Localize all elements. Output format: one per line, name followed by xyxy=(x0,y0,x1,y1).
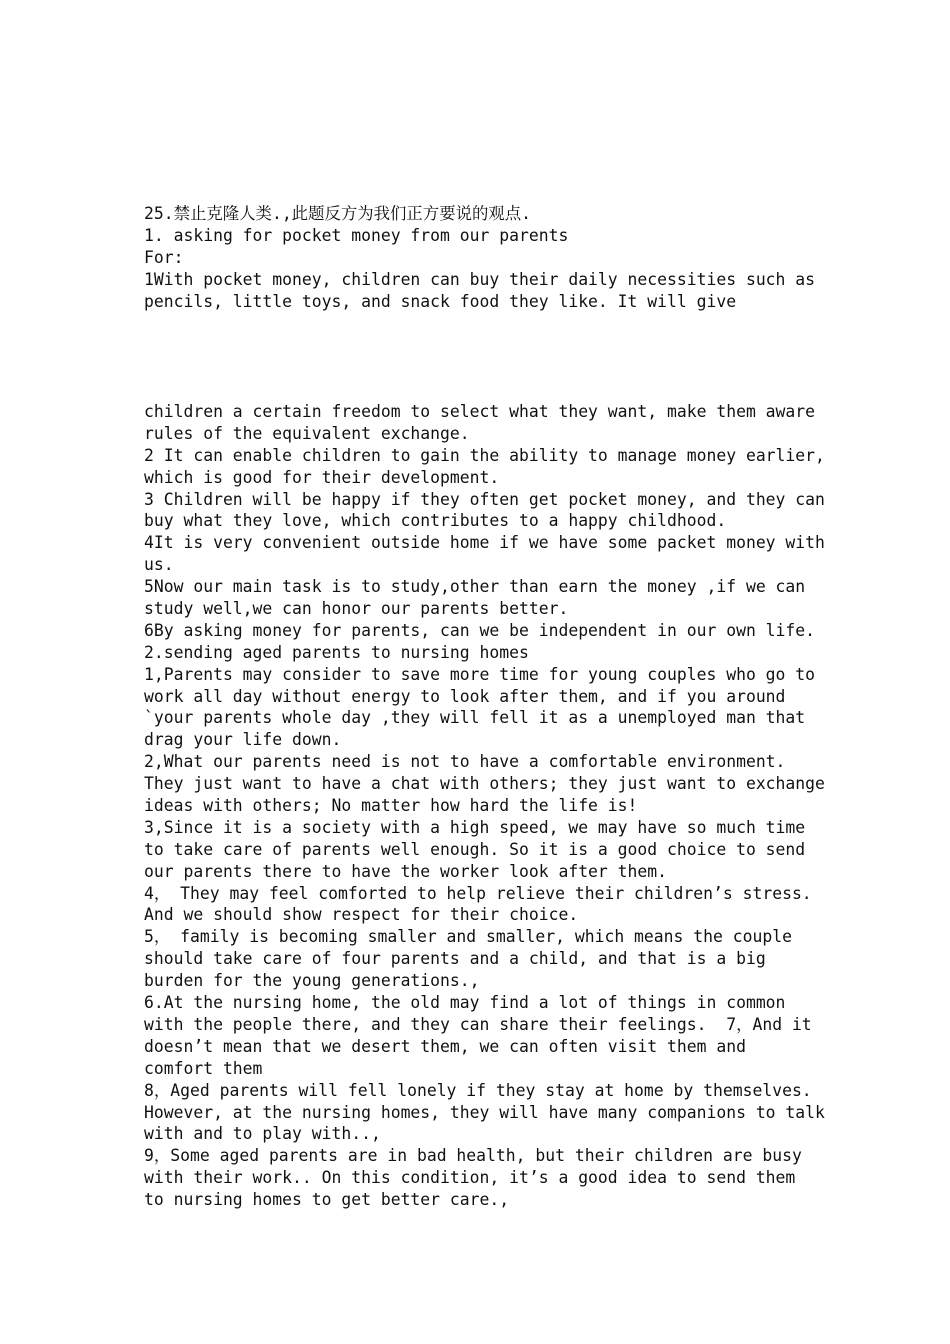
text-line: ideas with others; No matter how hard the life is! xyxy=(144,796,638,816)
text-line: work all day without energy to look after them, and if you around xyxy=(144,686,786,706)
text-line: 25.禁止克隆人类.,此题反方为我们正方要说的观点. xyxy=(144,204,532,223)
text-line: 1,Parents may consider to save more time for young couples who go to xyxy=(144,664,816,684)
text-line: 1With pocket money, children can buy their daily necessities such as xyxy=(144,269,816,289)
text-line: And we should show respect for their choice. xyxy=(144,905,579,925)
text-line: our parents there to have the worker look after them. xyxy=(144,861,668,881)
text-line: with their work.. On this condition, it’s a good idea to send them xyxy=(144,1168,796,1188)
text-line: children a certain freedom to select what they want, make them aware xyxy=(144,402,816,421)
text-line: which is good for their development. xyxy=(144,467,500,487)
text-line: 6.At the nursing home, the old may find a lot of things in common xyxy=(144,993,786,1013)
text-line: 5Now our main task is to study,other than earn the money ,if we can xyxy=(144,577,806,597)
text-line: For: xyxy=(144,247,184,267)
text-line: `your parents whole day ,they will fell it as a unemployed man that xyxy=(144,708,806,728)
text-line: burden for the young generations., xyxy=(144,971,480,991)
text-line: 2,What our parents need is not to have a comfortable environment. xyxy=(144,752,786,772)
text-line: They just want to have a chat with others; they just want to exchange xyxy=(144,774,825,794)
text-line: 5， family is becoming smaller and smaller, which means the couple xyxy=(144,927,792,947)
text-line: rules of the equivalent exchange. xyxy=(144,423,470,443)
text-line: 9，Some aged parents are in bad health, but their children are busy xyxy=(144,1146,802,1166)
text-line: with the people there, and they can share their feelings. 7，And it xyxy=(144,1014,812,1034)
text-line: 3,Since it is a society with a high speed, we may have so much time xyxy=(144,817,806,837)
text-line: buy what they love, which contributes to a happy childhood. xyxy=(144,511,727,531)
text-line: comfort them xyxy=(144,1058,263,1078)
text-line: However, at the nursing homes, they will have many companions to talk xyxy=(144,1102,825,1122)
text-line: 1. asking for pocket money from our parents xyxy=(144,225,569,245)
text-line: 2 It can enable children to gain the ability to manage money earlier, xyxy=(144,445,825,465)
text-line: 4， They may feel comforted to help relieve their children’s stress. xyxy=(144,883,812,903)
text-line: to nursing homes to get better care., xyxy=(144,1190,510,1210)
text-line: study well,we can honor our parents better. xyxy=(144,599,569,619)
text-line: 4It is very convenient outside home if we have some packet money with xyxy=(144,533,825,553)
text-line: pencils, little toys, and snack food they like. It will give xyxy=(144,291,737,311)
text-block-main xyxy=(144,401,824,1211)
text-line: 8，Aged parents will fell lonely if they stay at home by themselves. xyxy=(144,1080,812,1100)
text-line: 2.sending aged parents to nursing homes xyxy=(144,642,529,662)
text-line: 3 Children will be happy if they often get pocket money, and they can xyxy=(144,489,825,509)
text-line: doesn’t mean that we desert them, we can often visit them and xyxy=(144,1036,746,1056)
text-line: to take care of parents well enough. So it is a good choice to send xyxy=(144,839,806,859)
text-line: us. xyxy=(144,555,174,575)
text-line: drag your life down. xyxy=(144,730,342,750)
text-line: should take care of four parents and a child, and that is a big xyxy=(144,949,766,969)
text-line: with and to play with.., xyxy=(144,1124,381,1144)
text-line: 6By asking money for parents, can we be independent in our own life. xyxy=(144,620,816,640)
text-block-top xyxy=(144,203,824,312)
